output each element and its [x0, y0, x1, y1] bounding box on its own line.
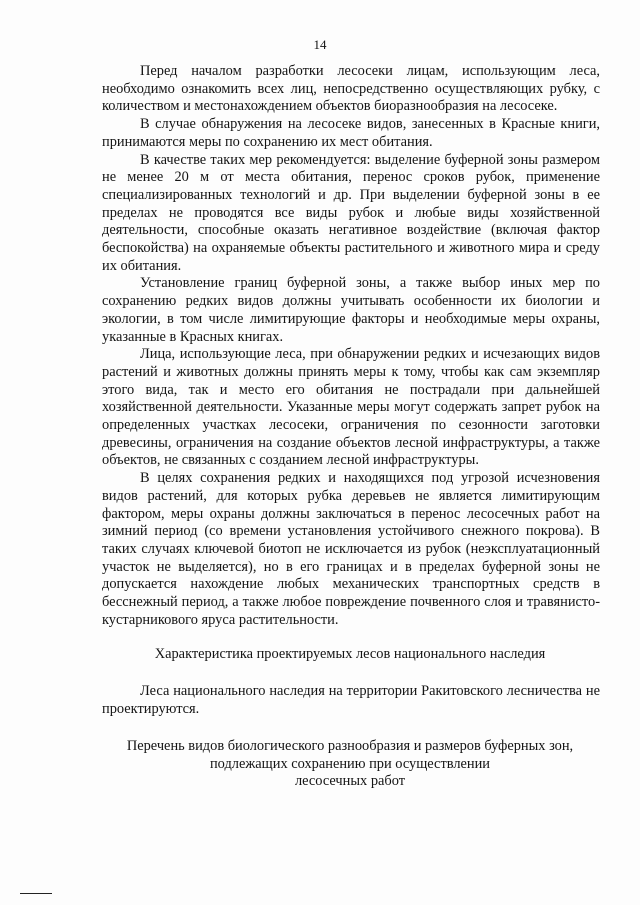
paragraph-boundaries: Установление границ буферной зоны, а также выбор иных мер по сохранению редких видов должны учитывать особенности их биологии и экологии, в том числе лимитирующие факторы и необходимые меры охраны, указанные в Красных книгах.	[102, 275, 600, 345]
section-heading-heritage: Характеристика проектируемых лесов национального наследия	[154, 646, 546, 662]
paragraph-winter-works: В целях сохранения редких и находящихся под угрозой исчезновения видов растений, для которых рубка деревьев не является лимитирующим фактором, меры охраны должны заключаться в перенос лесосечных работ на зимний период (со времени установления устойчивого снежного покрова). В таких случаях ключевой биотоп не исключается из рубок (неэксплуатационный участок не выделяется), но в его границах и в пределах буферной зоны не допускается нахождение любых механических транспортных средств в бесснежный период, а также любое повреждение почвенного слоя и травянисто-кустарникового яруса растительности.	[102, 470, 600, 628]
heading-line-1: Перечень видов биологического разнообразия и размеров буферных зон,	[126, 738, 574, 754]
main-text-block	[102, 63, 600, 630]
section-heading-biodiversity	[100, 738, 600, 791]
page-number: 14	[313, 37, 327, 52]
heading-line-2: подлежащих сохранению при осуществлении	[209, 755, 491, 772]
paragraph-heritage: Леса национального наследия на территории Ракитовского лесничества не проектируются.	[102, 683, 600, 717]
footnote-divider	[20, 893, 52, 894]
paragraph-rare-species: Лица, использующие леса, при обнаружении редких и исчезающих видов растений и животных должны принять меры к тому, чтобы как сам экземпляр этого вида, так и место его обитания не пострадали при дальнейшей хозяйственной деятельности. Указанные меры могут содержать запрет рубок на определенных участках лесосеки, ограничения по сезонности заготовки древесины, ограничения на создание объектов лесной инфраструктуры, а также объектов, не связанных с созданием лесной инфраструктуры.	[102, 346, 600, 469]
paragraph-buffer-zone: В качестве таких мер рекомендуется: выделение буферной зоны размером не менее 20 м от места обитания, перенос сроков рубок, применение специализированных технологий и др. При выделении буферной зоны в ее пределах не проводятся все виды рубок и любые виды хозяйственной деятельности, способные оказать негативное воздействие (включая фактор беспокойства) на охраняемые объекты растительного и животного мира и среду их обитания.	[102, 151, 600, 274]
paragraph-familiarization: Перед началом разработки лесосеки лицам, использующим леса, необходимо ознакомить всех лиц, непосредственно осуществляющих рубку, с количеством и местонахождением объектов биоразнообразия на лесосеке.	[102, 63, 600, 115]
heritage-text-block	[102, 683, 600, 718]
heading-line-3: лесосечных работ	[294, 773, 406, 790]
paragraph-red-book: В случае обнаружения на лесосеке видов, занесенных в Красные книги, принимаются меры по сохранению их мест обитания.	[102, 116, 600, 150]
